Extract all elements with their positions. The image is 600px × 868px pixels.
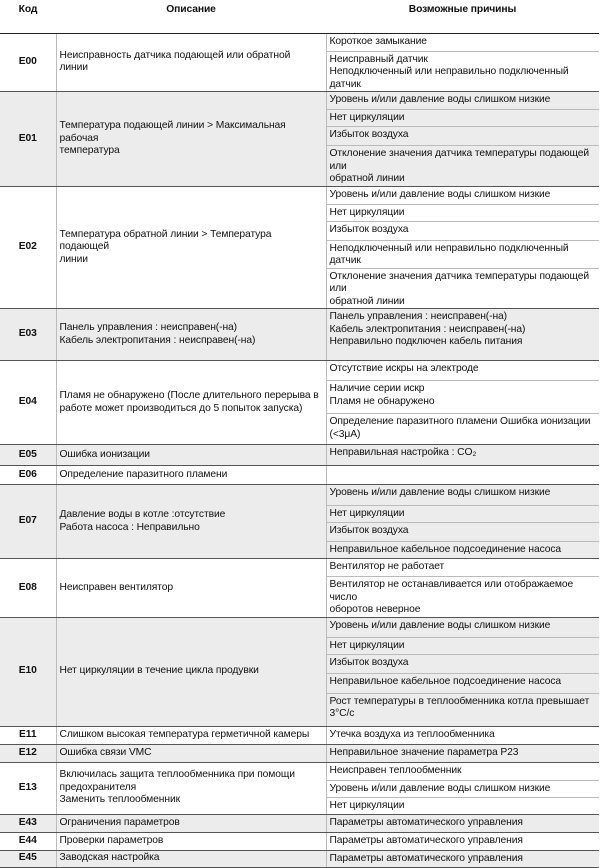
cause-item	[327, 309, 600, 360]
description-line: Ошибка ионизации	[59, 448, 150, 460]
error-code: E02	[0, 186, 56, 309]
description-line: Температура подающей линии > Максимальная рабочая	[59, 120, 286, 144]
cause-line: Нет циркуляции	[329, 508, 405, 519]
cause-line: Неправильная настройка : CO₂	[329, 447, 477, 458]
error-description	[56, 92, 326, 187]
description-line: Проверки параметров	[59, 834, 164, 846]
cause-item	[327, 618, 600, 637]
cause-line: Уровень и/или давление воды слишком низкие	[329, 619, 551, 631]
error-code: E05	[0, 445, 56, 466]
cause-item	[327, 673, 600, 693]
description-line: линии	[59, 253, 88, 265]
description-line: Заводская настройка	[59, 852, 160, 864]
table-row	[0, 361, 599, 445]
description-line: Температура обратной линии > Температура подающей	[59, 228, 272, 252]
error-description	[56, 762, 326, 814]
cause-line: Отклонение значения датчика температуры подающей или	[329, 148, 590, 172]
error-description	[56, 445, 326, 466]
cause-line: Неправильное кабельное подсоединение насоса	[329, 544, 562, 555]
cause-line: Избыток воздуха	[329, 656, 409, 668]
cause-item	[327, 833, 600, 850]
cause-item	[327, 126, 600, 145]
header-code: Код	[0, 0, 56, 33]
cause-line: Избыток воздуха	[329, 129, 409, 140]
cause-line: Отклонение значения датчика температуры подающей или	[329, 270, 590, 294]
error-code: E11	[0, 726, 56, 744]
table-row	[0, 466, 599, 485]
error-description	[56, 309, 326, 361]
cause-item	[327, 51, 600, 92]
error-description	[56, 744, 326, 762]
error-description	[56, 617, 326, 726]
error-code: E12	[0, 744, 56, 762]
table-row	[0, 617, 599, 726]
error-description	[56, 850, 326, 867]
error-description	[56, 726, 326, 744]
possible-causes-cell	[326, 466, 599, 485]
cause-item	[327, 797, 600, 814]
description-line: Кабель электропитания : неисправен(-на)	[59, 334, 256, 346]
cause-item	[327, 380, 600, 413]
table-row	[0, 762, 599, 814]
header-description: Описание	[56, 0, 326, 33]
possible-causes-cell	[326, 33, 599, 92]
cause-line: Нет циркуляции	[329, 639, 405, 651]
cause-line: Нет циркуляции	[329, 112, 405, 123]
cause-item	[327, 780, 600, 797]
cause-item	[327, 541, 600, 558]
error-description	[56, 832, 326, 850]
cause-line: Неподключенный или неправильно подключенный датчик	[329, 242, 569, 266]
table-row	[0, 814, 599, 832]
table-row	[0, 850, 599, 867]
cause-item	[327, 145, 600, 186]
cause-item	[327, 204, 600, 221]
cause-item	[327, 637, 600, 654]
cause-item	[327, 466, 600, 484]
cause-item	[327, 109, 600, 126]
cause-line: Короткое замыкание	[329, 35, 427, 47]
error-code: E44	[0, 832, 56, 850]
error-code: E07	[0, 485, 56, 559]
possible-causes-cell	[326, 762, 599, 814]
cause-item	[327, 763, 600, 780]
cause-item	[327, 522, 600, 541]
possible-causes-cell	[326, 726, 599, 744]
cause-line: Параметры автоматического управления	[329, 816, 523, 828]
cause-item	[327, 361, 600, 380]
table-row	[0, 832, 599, 850]
description-line: Давление воды в котле :отсутствие	[59, 509, 226, 520]
description-line: Работа насоса : Неправильно	[59, 521, 200, 533]
table-row	[0, 186, 599, 309]
possible-causes-cell	[326, 309, 599, 361]
cause-line: (<3μA)	[329, 428, 361, 440]
cause-item	[327, 485, 600, 505]
cause-item	[327, 815, 600, 832]
table-row	[0, 309, 599, 361]
possible-causes-cell	[326, 485, 599, 559]
error-code: E00	[0, 33, 56, 92]
description-line: Панель управления : неисправен(-на)	[59, 322, 237, 333]
cause-line: Кабель электропитания : неисправен(-на)	[329, 323, 526, 335]
cause-item	[327, 559, 600, 576]
error-code: E45	[0, 850, 56, 867]
cause-item	[327, 505, 600, 522]
cause-line: 3°C/c	[329, 708, 355, 719]
cause-line: Отсутствие искры на электроде	[329, 363, 479, 374]
cause-line: Вентилятор не останавливается или отображаемое число	[329, 579, 574, 603]
cause-item	[327, 34, 600, 51]
cause-item	[327, 654, 600, 673]
cause-line: Уровень и/или давление воды слишком низкие	[329, 94, 551, 105]
description-line: температура	[59, 145, 120, 156]
description-line: Заменить теплообменник	[59, 794, 181, 806]
cause-line: Неправильное значение параметра P23	[329, 746, 519, 758]
cause-line: Уровень и/или давление воды слишком низкие	[329, 487, 551, 498]
cause-line: Неподключенный или неправильно подключенный датчик	[329, 66, 569, 90]
cause-line: Вентилятор не работает	[329, 561, 445, 572]
table-row	[0, 92, 599, 187]
error-code: E06	[0, 466, 56, 485]
error-description	[56, 485, 326, 559]
error-code: E08	[0, 559, 56, 618]
error-code: E04	[0, 361, 56, 445]
cause-item	[327, 268, 600, 309]
possible-causes-cell	[326, 617, 599, 726]
cause-item	[327, 851, 600, 867]
cause-line: Неправильно подключен кабель питания	[329, 336, 523, 347]
description-line: Ограничения параметров	[59, 816, 180, 828]
possible-causes-cell	[326, 186, 599, 309]
cause-item	[327, 221, 600, 240]
possible-causes-cell	[326, 92, 599, 187]
description-line: Включилась защита теплообменника при помощи	[59, 769, 295, 781]
possible-causes-cell	[326, 445, 599, 466]
error-code: E10	[0, 617, 56, 726]
error-description	[56, 559, 326, 618]
possible-causes-cell	[326, 832, 599, 850]
cause-item	[327, 576, 600, 617]
cause-line: Нет циркуляции	[329, 206, 405, 218]
possible-causes-cell	[326, 559, 599, 618]
header-causes: Возможные причины	[326, 0, 599, 33]
cause-item	[327, 240, 600, 268]
possible-causes-cell	[326, 744, 599, 762]
cause-line: Уровень и/или давление воды слишком низкие	[329, 188, 551, 200]
table-row	[0, 726, 599, 744]
error-description	[56, 361, 326, 445]
description-line: Слишком высокая температура герметичной камеры	[59, 728, 310, 740]
possible-causes-cell	[326, 361, 599, 445]
error-code: E03	[0, 309, 56, 361]
cause-item	[327, 92, 600, 109]
possible-causes-cell	[326, 850, 599, 867]
possible-causes-cell	[326, 814, 599, 832]
error-code: E13	[0, 762, 56, 814]
cause-line: Избыток воздуха	[329, 525, 409, 536]
cause-line: Избыток воздуха	[329, 223, 409, 235]
error-description	[56, 186, 326, 309]
cause-item	[327, 727, 600, 744]
cause-line: Рост температуры в теплообменника котла превышает	[329, 695, 590, 707]
cause-line: Параметры автоматического управления	[329, 834, 523, 846]
cause-line: оборотов неверное	[329, 604, 421, 615]
cause-line: Пламя не обнаружено	[329, 395, 435, 407]
description-line: Неисправность датчика подающей или обратной линии	[59, 49, 291, 74]
cause-item	[327, 187, 600, 204]
cause-line: Неправильное кабельное подсоединение насоса	[329, 675, 562, 687]
error-code: E43	[0, 814, 56, 832]
error-description	[56, 466, 326, 485]
table-row	[0, 744, 599, 762]
cause-line: Параметры автоматического управления	[329, 852, 523, 864]
table-body	[0, 33, 599, 867]
description-line: предохранителя	[59, 781, 137, 793]
cause-item	[327, 693, 600, 726]
table-header-row	[0, 0, 599, 33]
cause-line: Панель управления : неисправен(-на)	[329, 311, 507, 322]
cause-line: Неисправен теплообменник	[329, 764, 462, 776]
cause-item	[327, 413, 600, 444]
cause-line: Неисправный датчик	[329, 53, 428, 65]
cause-line: Утечка воздуха из теплообменника	[329, 728, 495, 740]
cause-line: Определение паразитного пламени Ошибка ионизации	[329, 416, 591, 427]
table-row	[0, 485, 599, 559]
description-line: Неисправен вентилятор	[59, 581, 173, 593]
description-line: Нет циркуляции в течение цикла продувки	[59, 665, 259, 677]
cause-item	[327, 445, 600, 465]
error-description	[56, 33, 326, 92]
table-row	[0, 559, 599, 618]
cause-line: обратной линии	[329, 173, 405, 184]
cause-line: Уровень и/или давление воды слишком низкие	[329, 782, 551, 794]
description-line: работе может производиться до 5 попыток запуска)	[59, 402, 303, 414]
error-code: E01	[0, 92, 56, 187]
cause-item	[327, 745, 600, 762]
error-description	[56, 814, 326, 832]
description-line: Определение паразитного пламени	[59, 468, 228, 480]
description-line: Пламя не обнаружено (После длительного перерыва в	[59, 390, 319, 401]
description-line: Ошибка связи VMC	[59, 746, 152, 758]
table-row	[0, 33, 599, 92]
cause-line: Нет циркуляции	[329, 799, 405, 811]
cause-line: Наличие серии искр	[329, 383, 425, 394]
cause-line: обратной линии	[329, 295, 405, 307]
table-row	[0, 445, 599, 466]
